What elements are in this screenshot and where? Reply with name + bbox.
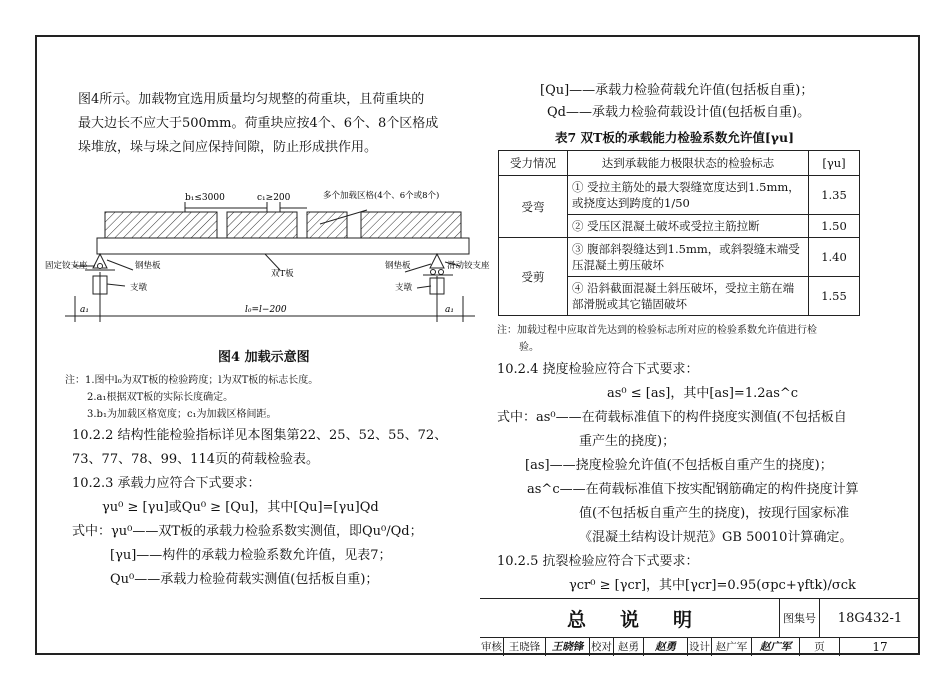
loading-diagram	[45, 180, 495, 330]
def-line: [as]——挠度检验允许值(不包括板自重产生的挠度)；	[525, 458, 833, 473]
defs-top	[540, 80, 813, 124]
atlas-label: 图集号	[780, 599, 820, 637]
formula-10-2-5: γcr⁰ ≥ [γcr]，其中[γcr]=0.95(σpc+γftk)/σck	[569, 578, 856, 593]
page-label: 页	[800, 637, 840, 656]
reviewer-name: 王晓锋	[504, 637, 546, 656]
table-7	[498, 150, 860, 316]
note-line: 验。	[519, 342, 539, 353]
def-line: Qd——承载力检验荷载设计值(包括板自重)。	[547, 105, 811, 120]
note-line: 3.b₁为加载区格宽度；c₁为加载区格间距。	[87, 409, 277, 420]
reviewer-signature: 王晓锋	[546, 637, 590, 656]
span-label: l₀=l−200	[245, 305, 287, 315]
formula-10-2-4: as⁰ ≤ [as]，其中[as]=1.2as^c	[607, 386, 799, 401]
dim-b1: b₁≤3000	[185, 193, 225, 203]
section-10-2-3-title: 10.2.3 承载力应符合下式要求：	[72, 476, 261, 491]
def-line: Qu⁰——承载力检验荷载实测值(包括板自重)；	[110, 572, 379, 587]
table-cell-value: 1.50	[809, 215, 860, 238]
table-row	[499, 176, 860, 215]
section-10-2-4-title: 10.2.4 挠度检验应符合下式要求：	[497, 362, 699, 377]
signature-row	[480, 637, 920, 656]
designer-name: 赵广军	[712, 637, 752, 656]
def-line: 式中：γu⁰——双T板的承载力检验系数实测值，即Qu⁰/Qd；	[72, 524, 423, 539]
def-line: as^c——在荷载标准值下按实配钢筋确定的构件挠度计算	[527, 482, 859, 497]
section-10-2-2	[72, 424, 447, 592]
steel-pad-left-label: 钢垫板	[135, 261, 161, 271]
pier-right-label: 支墩	[395, 283, 413, 293]
section-10-2-5-title: 10.2.5 抗裂检验应符合下式要求：	[497, 554, 699, 569]
def-line: 《混凝土结构设计规范》GB 50010计算确定。	[579, 530, 853, 545]
table-cell: ④ 沿斜截面混凝土斜压破坏，受拉主筋在端部滑脱或其它锚固破坏	[568, 277, 809, 316]
table-header-row	[499, 151, 860, 176]
text-line: 73、77、78、99、114页的荷载检验表。	[72, 452, 319, 467]
section-10-2-4	[497, 358, 859, 598]
def-line: 式中：as⁰——在荷载标准值下的构件挠度实测值(不包括板自	[497, 410, 847, 425]
review-label: 审核	[480, 637, 504, 656]
table-cell: ① 受拉主筋处的最大裂缝宽度达到1.5mm，或挠度达到跨度的1/50	[568, 176, 809, 215]
double-t-label: 双T板	[271, 269, 294, 279]
fixed-support-label: 固定铰支座	[45, 261, 88, 271]
note-line: 注：1.图中l₀为双T板的检验跨度；l为双T板的标志长度。	[65, 375, 319, 386]
checker-signature: 赵勇	[644, 637, 688, 656]
table-title: 表7 双T板的承载能力检验系数允许值[γu]	[555, 130, 795, 145]
table-cell-value: 1.55	[809, 277, 860, 316]
atlas-number: 18G432-1	[837, 610, 903, 626]
intro-paragraph	[78, 88, 438, 160]
intro-line: 图4所示。加载物宜选用质量均匀规整的荷重块，且荷重块的	[78, 92, 425, 107]
table-cell: ③ 腹部斜裂缝达到1.5mm，或斜裂缝末端受压混凝土剪压破坏	[568, 238, 809, 277]
def-line: 重产生的挠度)；	[579, 434, 676, 449]
col-header: 受力情况	[499, 151, 568, 176]
intro-line: 垛堆放，垛与垛之间应保持间隙，防止形成拱作用。	[78, 140, 378, 155]
a1-right-label: a₁	[445, 305, 454, 315]
note-line: 注：加载过程中应取首先达到的检验标志所对应的检验系数允许值进行检	[497, 325, 817, 336]
intro-line: 最大边长不应大于500mm。荷重块应按4个、6个、8个区格成	[78, 116, 439, 131]
dim-c1: c₁≥200	[257, 193, 291, 203]
title-block	[480, 598, 920, 655]
check-label: 校对	[590, 637, 614, 656]
a1-left-label: a₁	[80, 305, 89, 315]
formula-10-2-3: γu⁰ ≥ [γu]或Qu⁰ ≥ [Qu]，其中[Qu]=[γu]Qd	[102, 500, 379, 515]
note-line: 2.a₁根据双T板的实际长度确定。	[87, 392, 234, 403]
table-cell-value: 1.35	[809, 176, 860, 215]
zone-label: 多个加载区格(4个、6个或8个)	[323, 191, 440, 201]
def-line: [Qu]——承载力检验荷载允许值(包括板自重)；	[540, 83, 814, 98]
group-shear: 受剪	[499, 238, 568, 316]
text-line: 10.2.2 结构性能检验指标详见本图集第22、25、52、55、72、	[72, 428, 448, 443]
designer-signature: 赵广军	[752, 637, 800, 656]
figure-notes	[65, 372, 318, 423]
drawing-title: 总说明	[480, 599, 780, 637]
pier-left-label: 支墩	[130, 283, 148, 293]
steel-pad-right-label: 钢垫板	[385, 261, 411, 271]
page-number: 17	[872, 639, 888, 654]
figure-caption: 图4 加载示意图	[218, 350, 310, 365]
checker-name: 赵勇	[614, 637, 644, 656]
group-bending: 受弯	[499, 176, 568, 238]
sliding-support-label: 滑动铰支座	[447, 261, 490, 271]
table-cell: ② 受压区混凝土破坏或受拉主筋拉断	[568, 215, 809, 238]
col-header: [γu]	[809, 151, 860, 176]
design-label: 设计	[688, 637, 712, 656]
col-header: 达到承载能力极限状态的检验标志	[568, 151, 809, 176]
def-line: [γu]——构件的承载力检验系数允许值，见表7；	[110, 548, 392, 563]
def-line: 值(不包括板自重产生的挠度)，按现行国家标准	[579, 506, 850, 521]
table-note	[497, 322, 817, 356]
title-row	[480, 599, 920, 638]
table-cell-value: 1.40	[809, 238, 860, 277]
table-row	[499, 238, 860, 277]
